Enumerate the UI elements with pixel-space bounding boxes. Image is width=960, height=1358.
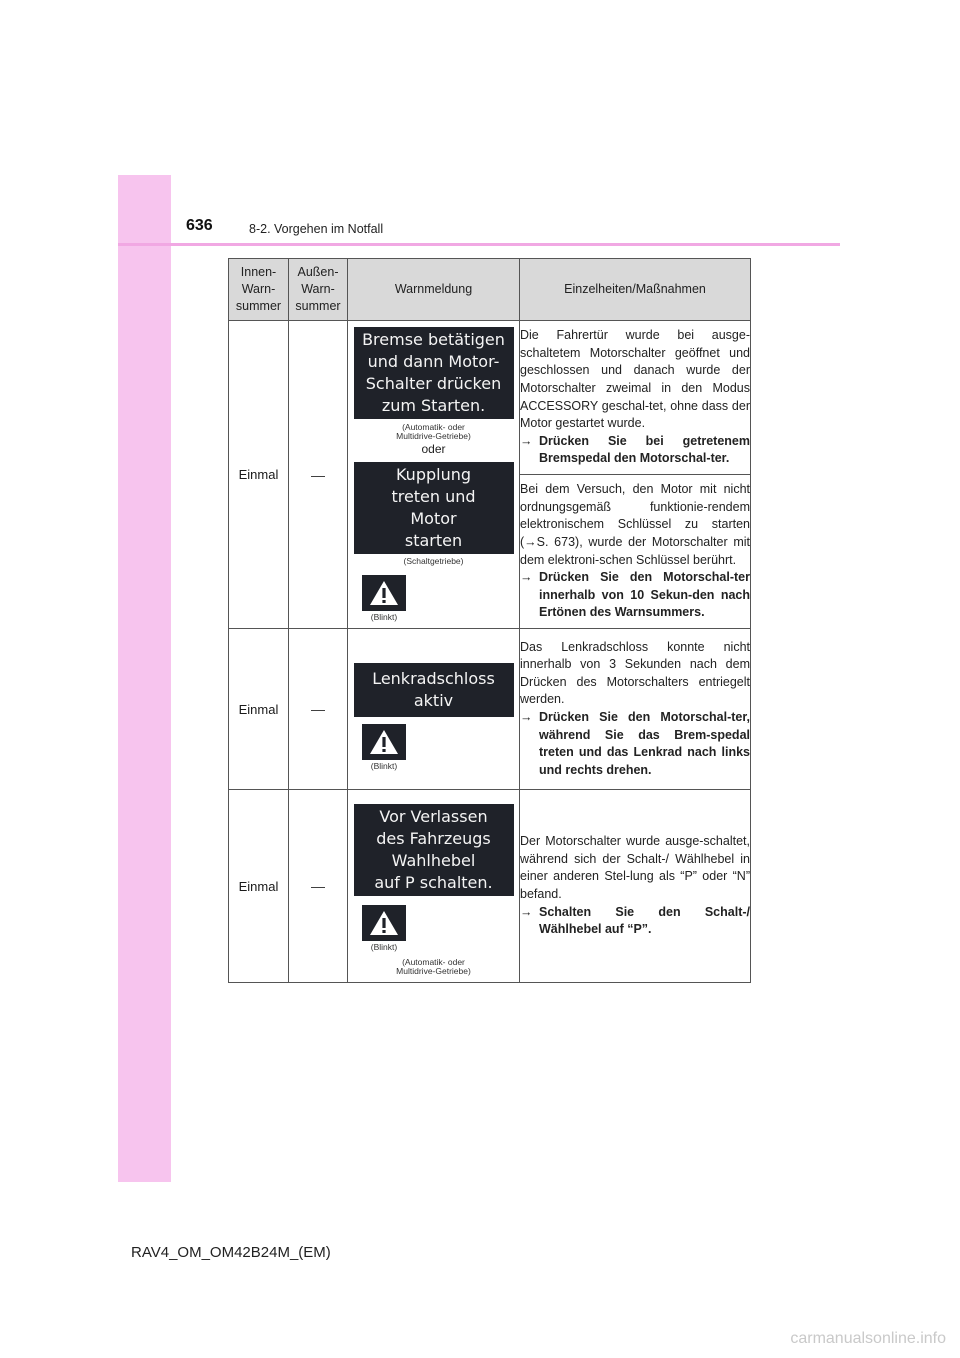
warning-triangle-icon (362, 724, 406, 760)
details-text: Bei dem Versuch, den Motor mit nicht ordnungsgemäß funktionie-rendem elektronischem Schlüssel zu starten (→S. 673), wurde der Motorschalter mit dem elektroni-schen Schlüssel berührt. (520, 482, 750, 567)
display-message-clutch-start: Kupplung treten und Motor starten (354, 462, 514, 554)
warning-message-cell (348, 321, 520, 629)
chapter-side-strip (118, 175, 171, 1182)
details-text: Der Motorschalter wurde ausge-schaltet, während sich der Schalt-/ Wählhebel in einer anderen Stel-lung als “P” oder “N” befand. (520, 834, 750, 901)
section-title: 8-2. Vorgehen im Notfall (249, 222, 384, 236)
details-cell (520, 475, 751, 629)
table-header-row (229, 259, 751, 321)
details-text: Die Fahrertür wurde bei ausge-schaltetem Motorschalter geöffnet und geschlossen und danach wurde der Motorschalter zweimal in den Modus ACCESSORY geschal-tet, ohne dass der Motor gestartet wurde. (520, 328, 750, 431)
arrow-icon: → (520, 710, 533, 724)
table-row (229, 790, 751, 983)
watermark: carmanualsonline.info (790, 1330, 946, 1347)
warning-icon-block (362, 905, 406, 952)
caption-manual: (Schaltgetriebe) (403, 556, 464, 566)
inner-buzzer-cell: Einmal (229, 790, 289, 983)
warning-triangle-icon (362, 575, 406, 611)
details-text: Das Lenkradschloss konnte nicht innerhalb von 3 Sekunden nach dem Drücken des Motorschalters entriegelt werden. (520, 639, 750, 707)
blink-label: (Blinkt) (370, 942, 398, 952)
warning-icon-block (362, 575, 406, 622)
inner-buzzer-cell: Einmal (229, 629, 289, 790)
header-inner-buzzer: Innen- Warn- summer (229, 259, 289, 321)
or-label: oder (421, 442, 446, 456)
caption-automatic: (Automatik- oder Multidrive-Getriebe) (396, 422, 471, 441)
outer-buzzer-cell: — (289, 790, 348, 983)
action-instruction: → Schalten Sie den Schalt-/ Wählhebel auf “P”. (520, 904, 750, 939)
arrow-icon: → (520, 570, 533, 585)
details-cell (520, 790, 751, 983)
inner-buzzer-cell: Einmal (229, 321, 289, 629)
warning-triangle-icon (362, 905, 406, 941)
warning-message-cell (348, 629, 520, 790)
display-message-shift-to-p: Vor Verlassen des Fahrzeugs Wahlhebel auf P schalten. (354, 804, 514, 896)
page-number: 636 (186, 217, 213, 234)
arrow-icon: → (520, 904, 533, 919)
arrow-icon: → (520, 433, 533, 448)
caption-automatic: (Automatik- oder Multidrive-Getriebe) (396, 957, 471, 976)
action-instruction: → Drücken Sie den Motorschal-ter innerhalb von 10 Sekun-den nach Ertönen des Warnsummers. (520, 569, 750, 622)
header-warning-message: Warnmeldung (348, 259, 520, 321)
document-code: RAV4_OM_OM42B24M_(EM) (131, 1244, 331, 1261)
table-row (229, 321, 751, 475)
action-instruction: → Drücken Sie bei getretenem Bremspedal den Motorschal-ter. (520, 433, 750, 468)
header-rule (118, 243, 840, 246)
warning-icon-block (362, 724, 406, 771)
display-message-brake-start: Bremse betätigen und dann Motor- Schalter drücken zum Starten. (354, 327, 514, 419)
details-cell (520, 629, 751, 790)
warning-table (228, 258, 751, 983)
header-details-actions: Einzelheiten/Maßnahmen (520, 259, 751, 321)
action-instruction: → Drücken Sie den Motorschal-ter, während Sie das Brem-spedal treten und das Lenkrad nach links und rechts drehen. (520, 709, 750, 779)
outer-buzzer-cell: — (289, 321, 348, 629)
warning-message-cell (348, 790, 520, 983)
outer-buzzer-cell: — (289, 629, 348, 790)
header-outer-buzzer: Außen- Warn- summer (289, 259, 348, 321)
display-message-steering-lock: Lenkradschloss aktiv (354, 663, 514, 717)
blink-label: (Blinkt) (370, 761, 398, 771)
details-cell (520, 321, 751, 475)
table-row (229, 629, 751, 790)
blink-label: (Blinkt) (370, 612, 398, 622)
